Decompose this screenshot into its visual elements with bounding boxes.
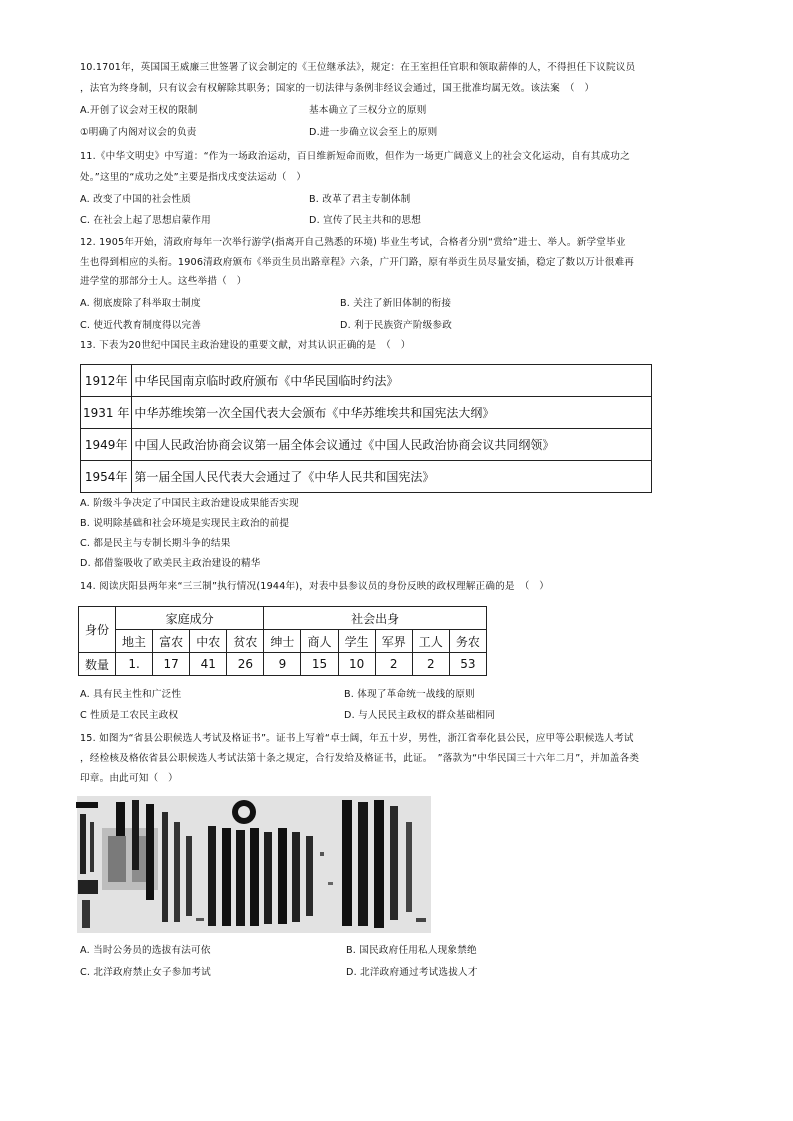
year-cell: 1954年 <box>81 461 132 493</box>
q12-option-c: C. 使近代教育制度得以完善 <box>80 320 202 331</box>
document-cell: 第一届全国人民代表大会通过了《中华人民共和国宪法》 <box>132 461 652 493</box>
q10-option-d: D.进一步确立议会至上的原则 <box>309 127 438 138</box>
count-cell: 17 <box>153 653 190 676</box>
q12-stem-line1: 12. 1905年开始，清政府每年一次举行游学(指离开自己熟悉的环境) 毕业生考试，合格者分别“赏给”进士、举人。新学堂毕业 <box>80 237 626 248</box>
q12-option-a: A. 彻底废除了科举取士制度 <box>80 298 201 309</box>
count-label-cell: 数量 <box>79 653 116 676</box>
column-header: 绅士 <box>264 630 301 653</box>
q14-table <box>78 606 487 676</box>
q12-option-b: B. 关注了新旧体制的衔接 <box>340 298 452 309</box>
count-cell: 2 <box>412 653 449 676</box>
q15-stem-line3: 印章。由此可知（ ） <box>80 773 178 784</box>
q15-stem-line1: 15. 如图为“省县公职候选人考试及格证书”。证书上写着“卓士阔，年五十岁，男性，浙江省奉化县公民，应甲等公职候选人考试 <box>80 733 634 744</box>
q12-stem-line3: 进学堂的那部分士人。这些举措（ ） <box>80 276 247 287</box>
column-header: 贫农 <box>227 630 264 653</box>
q12-stem-line2: 生也得到相应的头衔。1906清政府颁布《举贡生员出路章程》六条，广开门路，原有举贡生员尽量安插，稳定了数以万计很难再 <box>80 257 635 268</box>
table-row <box>79 653 487 676</box>
column-header: 工人 <box>412 630 449 653</box>
group-header-family: 家庭成分 <box>116 607 264 630</box>
document-cell: 中华苏维埃第一次全国代表大会颁布《中华苏维埃共和国宪法大纲》 <box>132 397 652 429</box>
count-cell: 26 <box>227 653 264 676</box>
column-header: 地主 <box>116 630 153 653</box>
year-cell: 1931 年 <box>81 397 132 429</box>
column-header: 学生 <box>338 630 375 653</box>
table-row <box>81 461 652 493</box>
count-cell: 53 <box>449 653 486 676</box>
q15-option-a: A. 当时公务员的选拔有法可依 <box>80 945 211 956</box>
table-header-row <box>79 607 487 630</box>
count-cell: 2 <box>375 653 412 676</box>
q11-option-d: D. 宣传了民主共和的思想 <box>309 215 422 226</box>
q13-option-a: A. 阶级斗争决定了中国民主政治建设成果能否实现 <box>80 498 299 509</box>
q15-option-b: B. 国民政府任用私人现象禁绝 <box>346 945 477 956</box>
row-head-cell: 身份 <box>79 607 116 653</box>
q12-option-d: D. 利于民族资产阶级参政 <box>340 320 453 331</box>
column-header: 军界 <box>375 630 412 653</box>
count-cell: 10 <box>338 653 375 676</box>
q11-option-b: B. 改革了君主专制体制 <box>309 194 411 205</box>
q10-option-a: A.开创了议会对王权的限制 <box>80 105 198 116</box>
q11-option-c: C. 在社会上起了思想启蒙作用 <box>80 215 211 226</box>
q13-option-c: C. 都是民主与专制长期斗争的结果 <box>80 538 231 549</box>
q14-option-a: A. 具有民主性和广泛性 <box>80 689 182 700</box>
document-cell: 中国人民政治协商会议第一届全体会议通过《中国人民政治协商会议共同纲领》 <box>132 429 652 461</box>
table-row <box>81 429 652 461</box>
certificate-photo <box>76 792 434 937</box>
year-cell: 1912年 <box>81 365 132 397</box>
count-cell: 9 <box>264 653 301 676</box>
q11-stem-line2: 处。”这里的“成功之处”主要是指戊戌变法运动（ ） <box>80 172 307 183</box>
q10-stem-line2: ，法官为终身制，只有议会有权解除其职务；国家的一切法律与条例非经议会通过，国王批准均属无效。该法案 （ ） <box>80 83 595 94</box>
q10-stem-line1: 10.1701年，英国国王威廉三世签署了议会制定的《王位继承法》，规定：在王室担任官职和领取薪俸的人，不得担任下议院议员 <box>80 62 636 73</box>
table-row <box>81 397 652 429</box>
q11-option-a: A. 改变了中国的社会性质 <box>80 194 192 205</box>
table-row <box>81 365 652 397</box>
q13-table <box>80 364 652 493</box>
column-header: 富农 <box>153 630 190 653</box>
q15-option-c: C. 北洋政府禁止女子参加考试 <box>80 967 211 978</box>
q13-stem: 13. 下表为20世纪中国民主政治建设的重要文献，对其认识正确的是 （ ） <box>80 340 411 351</box>
q11-stem-line1: 11.《中华文明史》中写道：“作为一场政治运动，百日维新短命而败，但作为一场更广阔意义上的社会文化运动，自有其成功之 <box>80 151 630 162</box>
group-header-social: 社会出身 <box>264 607 487 630</box>
column-header: 商人 <box>301 630 338 653</box>
year-cell: 1949年 <box>81 429 132 461</box>
q14-stem: 14. 阅读庆阳县两年来“三三制”执行情况(1944年)，对表中县参议员的身份反映的政权理解正确的是 （ ） <box>80 581 550 592</box>
q15-option-d: D. 北洋政府通过考试选拔人才 <box>346 967 478 978</box>
column-header: 中农 <box>190 630 227 653</box>
q14-option-c: C 性质是工农民主政权 <box>80 710 179 721</box>
q10-option-b: 基本确立了三权分立的原则 <box>309 105 427 116</box>
q15-stem-line2: ，经检核及格依省县公职候选人考试法第十条之规定，合行发给及格证书，此证。 ”落款为“中华民国三十六年二月”，并加盖各类 <box>80 753 640 764</box>
count-cell: 15 <box>301 653 338 676</box>
q10-option-c: ①明确了内阁对议会的负责 <box>80 127 197 138</box>
q13-option-b: B. 说明除基础和社会环境是实现民主政治的前提 <box>80 518 290 529</box>
document-cell: 中华民国南京临时政府颁布《中华民国临时约法》 <box>132 365 652 397</box>
count-cell: 41 <box>190 653 227 676</box>
q13-option-d: D. 都借鉴吸收了欧美民主政治建设的精华 <box>80 558 261 569</box>
q14-option-d: D. 与人民民主政权的群众基础相同 <box>344 710 496 721</box>
table-header-row <box>79 630 487 653</box>
q14-option-b: B. 体现了革命统一战线的原则 <box>344 689 475 700</box>
column-header: 务农 <box>449 630 486 653</box>
count-cell: 1. <box>116 653 153 676</box>
